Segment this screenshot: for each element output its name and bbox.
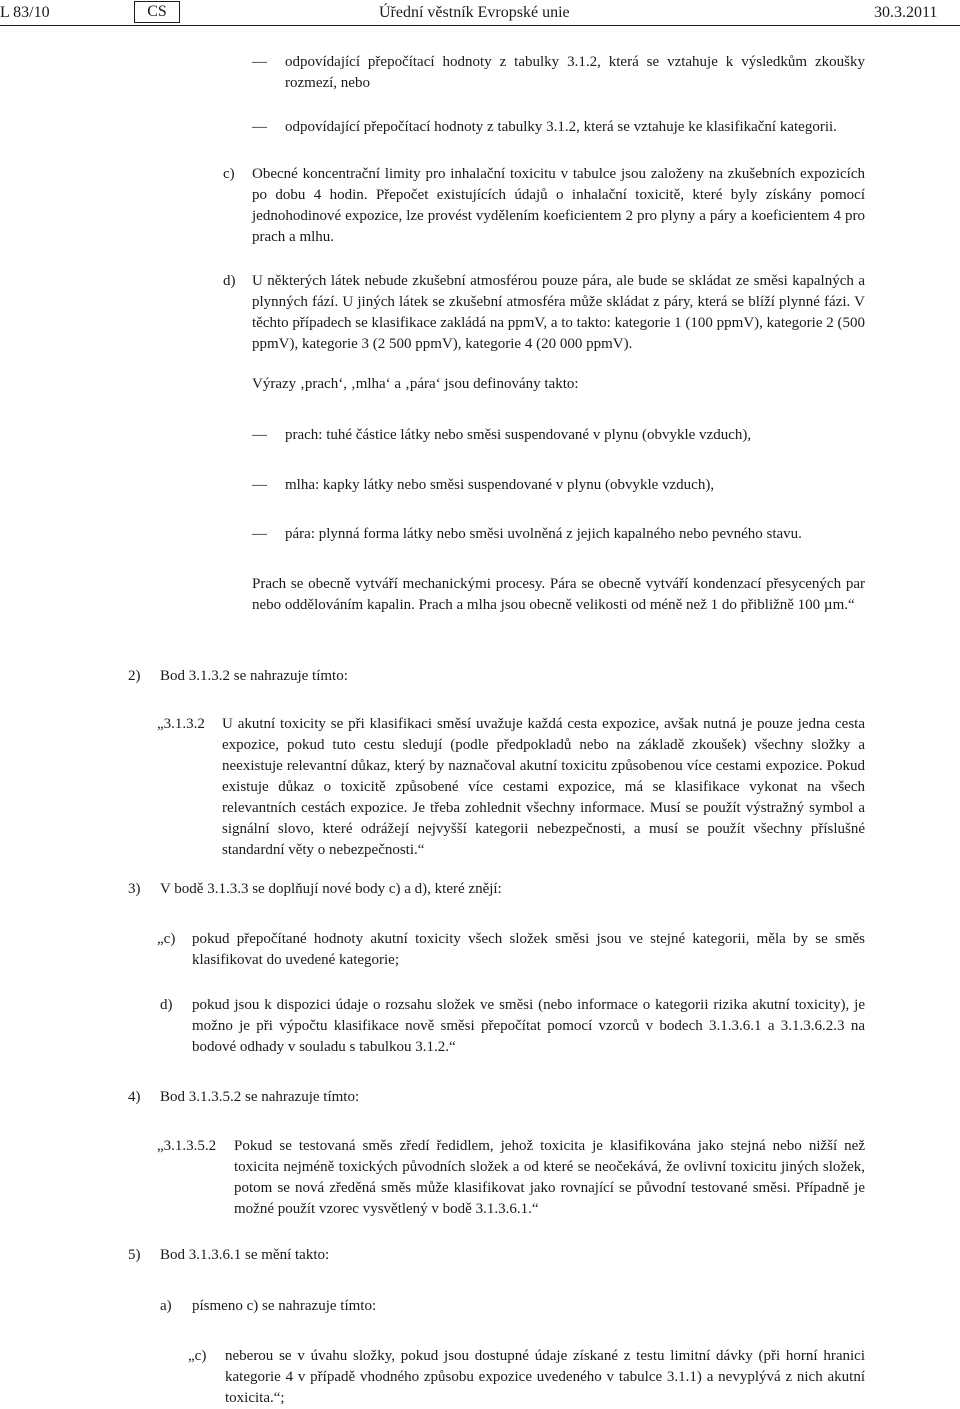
- point-number: 2): [128, 668, 141, 684]
- point-title: Bod 3.1.3.2 se nahrazuje tímto:: [160, 668, 348, 684]
- paragraph: U akutní toxicity se při klasifikaci směsí uvažuje každá cesta expozice, avšak nutná je pouze jedna cesta expozice, pokud tuto cestu sledují (podle předpokladů nebo na základě zkoušek) všechny složky a neexistuje relevantní důkaz, který by naznačoval akutní toxicitu způsobenou více cestami expozice. Pokud existuje důkaz o toxicitě způsobené více cestami expozice, má se klasifikace vykonat na všech relevantních cestách expozice. Je třeba zohlednit všechny informace. Musí se použít výstražný symbol a signální slovo, které odrážejí nejvyšší kategorii nebezpečnosti, a musí se použít všechny příslušné standardní věty o nebezpečnosti.“: [222, 716, 865, 858]
- list-item: prach: tuhé částice látky nebo směsi suspendované v plynu (obvykle vzduch),: [285, 427, 752, 443]
- list-item: odpovídající přepočítací hodnoty z tabulky 3.1.2, která se vztahuje ke klasifikační kategorii.: [285, 119, 837, 135]
- list-item: odpovídající přepočítací hodnoty z tabulky 3.1.2, která se vztahuje k výsledkům zkoušky rozmezí, nebo: [285, 54, 865, 91]
- item-label: „c): [157, 931, 176, 947]
- paragraph: neberou se v úvahu složky, pokud jsou dostupné údaje získané z testu limitní dávky (při horní hranici kategorie 4 v případě vhodného způsobu expozice uvedeného v tabulce 3.1.1) a nevyplývá z nich akutní toxicita.“;: [225, 1348, 865, 1406]
- dash-marker: —: [252, 526, 267, 542]
- journal-title: Úřední věstník Evropské unie: [379, 4, 570, 21]
- paragraph: Pokud se testovaná směs zředí ředidlem, jehož toxicita je klasifikována jako stejná nebo nižší než toxicita nejméně toxických původních složek a od které se neočekává, že ovlivní toxicitu jiných složek, potom se nová zředěná směs může klasifikovat jako rovnající se původní testované směsi. Případně je možné použít vzorec vysvětlený v bodě 3.1.3.6.1.“: [234, 1138, 865, 1217]
- dash-marker: —: [252, 119, 267, 135]
- item-label: a): [160, 1298, 172, 1314]
- list-item: písmeno c) se nahrazuje tímto:: [192, 1298, 377, 1314]
- point-title: Bod 3.1.3.5.2 se nahrazuje tímto:: [160, 1089, 360, 1105]
- point-title: Bod 3.1.3.6.1 se mění takto:: [160, 1247, 330, 1263]
- quote-label: „3.1.3.2: [157, 716, 205, 732]
- point-number: 5): [128, 1247, 141, 1263]
- paragraph: Výrazy ‚prach‘, ‚mlha‘ a ‚pára‘ jsou definovány takto:: [252, 376, 579, 392]
- item-label: d): [160, 997, 173, 1013]
- paragraph: pokud jsou k dispozici údaje o rozsahu složek ve směsi (nebo informace o kategorii rizika akutní toxicity), je možno je při výpočtu klasifikace nově směsi přepočítat pomocí vzorců v bodech 3.1.3.6.1 a 3.1.3.6.2.3 na bodové odhady v souladu s tabulkou 3.1.2.“: [192, 997, 865, 1055]
- language-code-badge: CS: [134, 1, 180, 23]
- dash-marker: —: [252, 477, 267, 493]
- paragraph: U některých látek nebude zkušební atmosférou pouze pára, ale bude se skládat ze směsi kapalných a plynných fází. U jiných látek se zkušební atmosféra může skládat z páry, která se blíží plynné fázi. V těchto případech se klasifikace zakládá na ppmV, a to takto: kategorie 1 (100 ppmV), kategorie 2 (500 ppmV), kategorie 3 (2 500 ppmV), kategorie 4 (20 000 ppmV).: [252, 273, 865, 352]
- item-label: „c): [188, 1348, 207, 1364]
- item-label: d): [223, 273, 236, 289]
- point-number: 4): [128, 1089, 141, 1105]
- dash-marker: —: [252, 427, 267, 443]
- page-reference: L 83/10: [0, 4, 50, 21]
- paragraph: Prach se obecně vytváří mechanickými procesy. Pára se obecně vytváří kondenzací přesycených par nebo oddělováním kapalin. Prach a mlha jsou obecně velikosti od méně než 1 do přibližně 100 µm.“: [252, 576, 865, 613]
- point-number: 3): [128, 881, 141, 897]
- paragraph: pokud přepočítané hodnoty akutní toxicity všech složek směsi jsou ve stejné kategorii, měla by se směs klasifikovat do uvedené kategorie;: [192, 931, 865, 968]
- paragraph: Obecné koncentrační limity pro inhalační toxicitu v tabulce jsou založeny na zkušebních expozicích po dobu 4 hodin. Přepočet existujících údajů o inhalační toxicitě, které byly získány pomocí jednohodinové expozice, lze provést vydělením koeficientem 2 pro plyny a páry a koeficientem 4 pro prach a mlhu.: [252, 166, 865, 245]
- item-label: c): [223, 166, 235, 182]
- list-item: mlha: kapky látky nebo směsi suspendované v plynu (obvykle vzduch),: [285, 477, 715, 493]
- header-rule: [0, 25, 960, 26]
- point-title: V bodě 3.1.3.3 se doplňují nové body c) a d), které znějí:: [160, 881, 502, 897]
- quote-label: „3.1.3.5.2: [157, 1138, 217, 1154]
- publication-date: 30.3.2011: [874, 4, 938, 21]
- list-item: pára: plynná forma látky nebo směsi uvolněná z jejich kapalného nebo pevného stavu.: [285, 526, 802, 542]
- dash-marker: —: [252, 54, 267, 70]
